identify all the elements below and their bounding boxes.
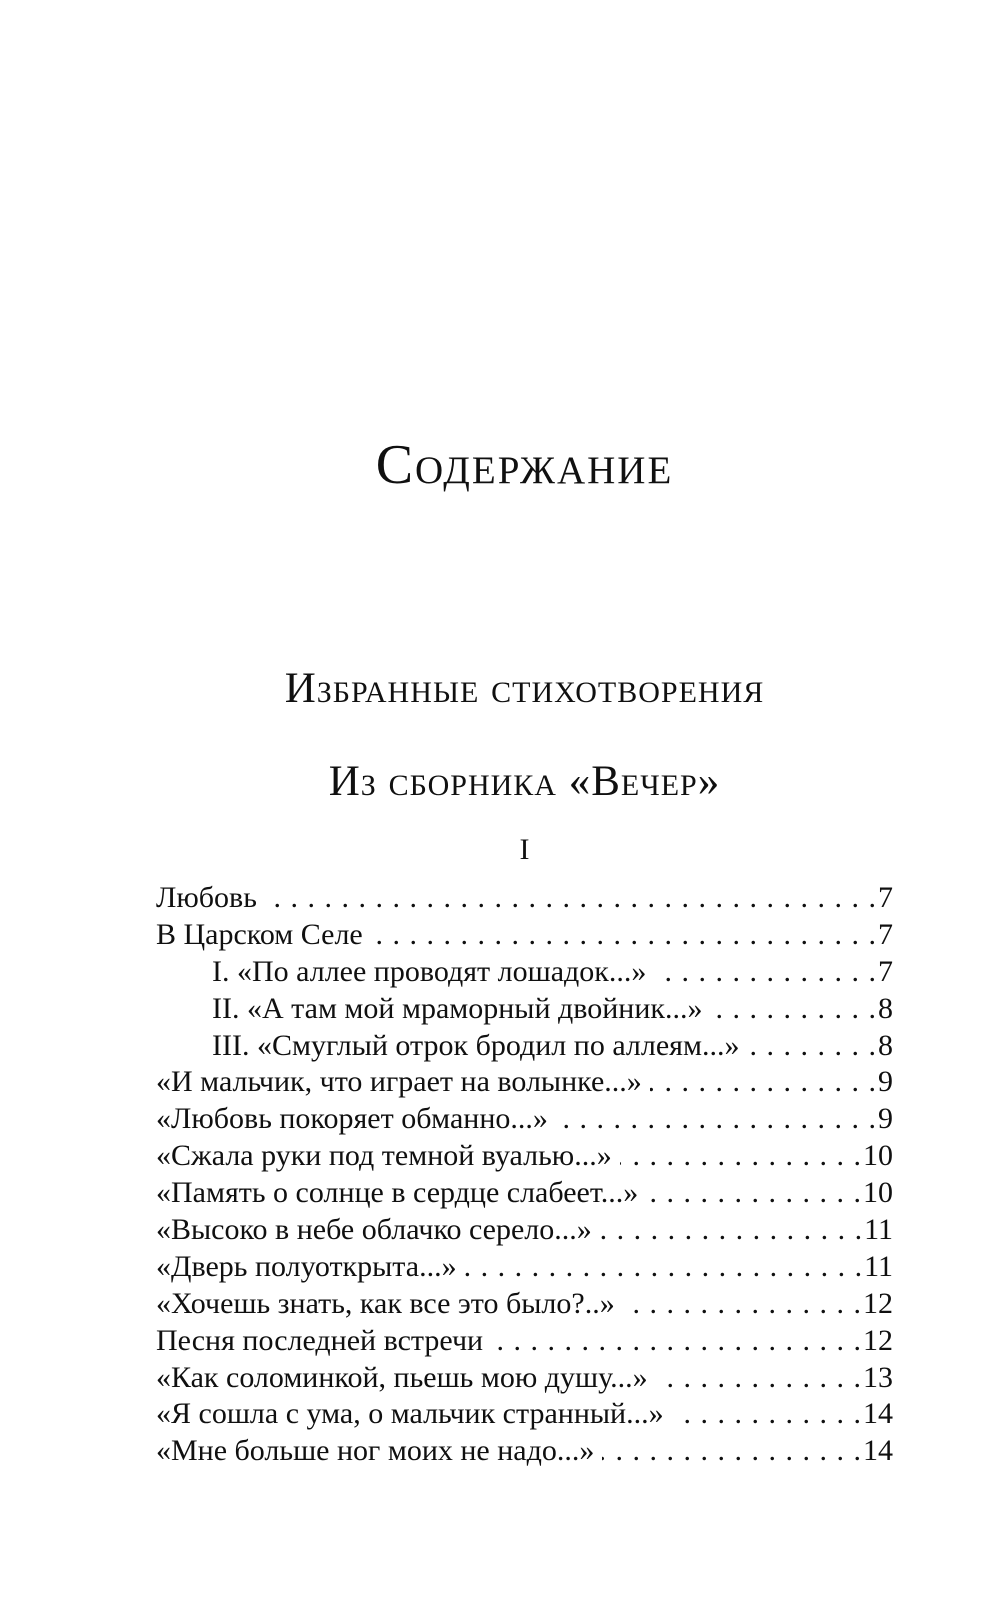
toc-entry-title: «Хочешь знать, как все это было?..» bbox=[156, 1286, 615, 1320]
toc-entry-title: «Как соломинкой, пьешь мою душу...» bbox=[156, 1360, 648, 1394]
dot-leader bbox=[710, 991, 877, 1028]
page-title: Содержание bbox=[375, 434, 674, 496]
toc-entry bbox=[156, 1249, 893, 1286]
toc-entry bbox=[156, 1433, 893, 1470]
toc-entry-title: «Высоко в небе облачко серело...» bbox=[156, 1213, 592, 1247]
toc-entry-title: «И мальчик, что играет на волынке...» bbox=[156, 1065, 642, 1099]
toc-entry-page: 14 bbox=[863, 1434, 893, 1468]
toc-entry-title: «Мне больше ног моих не надо...» bbox=[156, 1434, 595, 1468]
toc-entry bbox=[156, 1286, 893, 1323]
toc-entry-title: «Дверь полуоткрыта...» bbox=[156, 1249, 457, 1283]
toc-entry-title: III. «Смуглый отрок бродил по аллеям...» bbox=[212, 1028, 740, 1062]
toc-entry-page: 13 bbox=[863, 1360, 893, 1394]
toc-entry-page: 11 bbox=[864, 1213, 893, 1247]
dot-leader bbox=[556, 1101, 877, 1138]
toc-entry-page: 7 bbox=[878, 881, 893, 914]
toc-entry-page: 8 bbox=[878, 991, 893, 1025]
toc-entry bbox=[156, 1360, 893, 1397]
toc-entry-title: I. «По аллее проводят лошадок...» bbox=[212, 954, 647, 988]
toc-entry-title: Песня последней встречи bbox=[156, 1323, 484, 1357]
dot-leader bbox=[371, 917, 877, 954]
dot-leader bbox=[672, 1396, 862, 1433]
toc-entry-page: 12 bbox=[863, 1286, 893, 1320]
dot-leader bbox=[646, 1175, 862, 1212]
dot-leader bbox=[656, 1360, 862, 1397]
dot-leader bbox=[265, 880, 877, 917]
part-heading: Избранные стихотворения bbox=[284, 665, 765, 712]
toc-entry-title: «Любовь покоряет обманно...» bbox=[156, 1102, 548, 1136]
toc-entry bbox=[156, 1323, 893, 1360]
section-numeral: I bbox=[519, 833, 530, 866]
dot-leader bbox=[600, 1212, 863, 1249]
dot-leader bbox=[491, 1323, 862, 1360]
toc-entry bbox=[156, 880, 893, 917]
toc-list bbox=[156, 880, 893, 1470]
toc-entry-page: 7 bbox=[878, 954, 893, 988]
toc-entry bbox=[156, 917, 893, 954]
toc-entry-page: 10 bbox=[863, 1176, 893, 1210]
toc-entry-page: 9 bbox=[878, 1065, 893, 1099]
toc-entry-page: 11 bbox=[864, 1249, 893, 1283]
toc-entry-title: II. «А там мой мраморный двойник...» bbox=[212, 991, 703, 1025]
toc-entry-title: «Память о солнце в сердце слабеет...» bbox=[156, 1176, 639, 1210]
toc-entry bbox=[156, 954, 893, 991]
toc-entry bbox=[156, 1064, 893, 1101]
dot-leader bbox=[620, 1138, 862, 1175]
dot-leader bbox=[602, 1433, 862, 1470]
dot-leader bbox=[654, 954, 877, 991]
toc-entry-title: В Царском Селе bbox=[156, 917, 363, 951]
toc-entry bbox=[156, 991, 893, 1028]
toc-entry-page: 12 bbox=[863, 1323, 893, 1357]
toc-entry-title: «Сжала руки под темной вуалью...» bbox=[156, 1139, 612, 1173]
toc-entry bbox=[156, 1396, 893, 1433]
toc-entry-title: Любовь bbox=[156, 881, 257, 914]
toc-entry-title: «Я сошла с ума, о мальчик странный...» bbox=[156, 1397, 664, 1431]
toc-entry bbox=[156, 1138, 893, 1175]
toc-entry-page: 9 bbox=[878, 1102, 893, 1136]
toc-entry-page: 7 bbox=[878, 917, 893, 951]
collection-heading: Из сборника «Вечер» bbox=[328, 758, 721, 805]
toc-entry bbox=[156, 1101, 893, 1138]
toc-entry-page: 14 bbox=[863, 1397, 893, 1431]
toc-entry-page: 10 bbox=[863, 1139, 893, 1173]
dot-leader bbox=[747, 1028, 877, 1065]
toc-entry bbox=[156, 1028, 893, 1065]
toc-entry bbox=[156, 1212, 893, 1249]
toc-entry-page: 8 bbox=[878, 1028, 893, 1062]
dot-leader bbox=[623, 1286, 862, 1323]
toc-entry bbox=[156, 1175, 893, 1212]
dot-leader bbox=[650, 1064, 877, 1101]
dot-leader bbox=[465, 1249, 864, 1286]
